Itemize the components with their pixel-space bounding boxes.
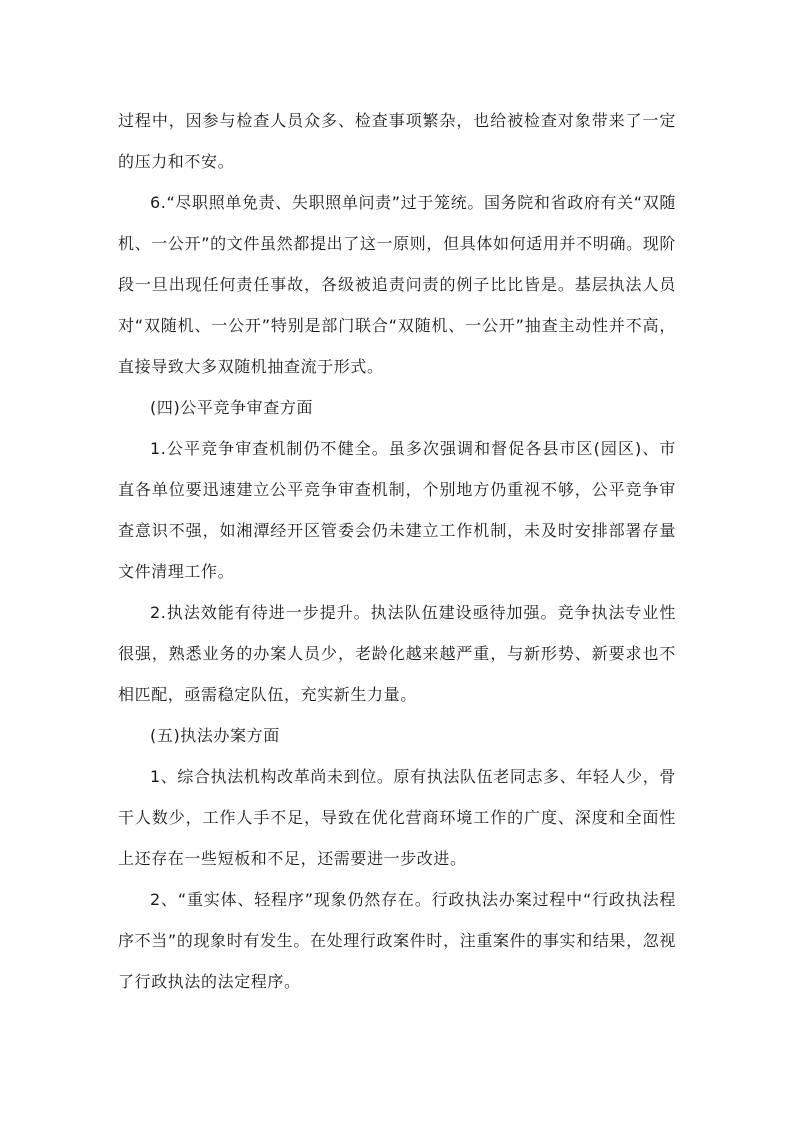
document-page (118, 100, 676, 1002)
paragraph-item-4-2: 2.执法效能有待进一步提升。执法队伍建设亟待加强。竞争执法专业性很强，熟悉业务的办案人员少，老龄化越来越严重，与新形势、新要求也不相匹配，亟需稳定队伍，充实新生力量。 (118, 603, 676, 704)
paragraph-continuation: 过程中，因参与检查人员众多、检查事项繁杂，也给被检查对象带来了一定的压力和不安。 (118, 111, 676, 171)
paragraph-item-5-2: 2、“重实体、轻程序”现象仍然存在。行政执法办案过程中“行政执法程序不当”的现象时有发生。在处理行政案件时，注重案件的事实和结果，忽视了行政执法的法定程序。 (118, 890, 676, 991)
paragraph-item-5-1: 1、综合执法机构改革尚未到位。原有执法队伍老同志多、年轻人少，骨干人数少，工作人手不足，导致在优化营商环境工作的广度、深度和全面性上还存在一些短板和不足，还需要进一步改进。 (118, 767, 676, 868)
section-heading-5: (五)执法办案方面 (150, 726, 280, 745)
section-heading-4: (四)公平竞争审查方面 (150, 398, 314, 417)
paragraph-item-4-1: 1.公平竞争审查机制仍不健全。虽多次强调和督促各县市区(园区)、市直各单位要迅速建立公平竞争审查机制，个别地方仍重视不够，公平竞争审查意识不强，如湘潭经开区管委会仍未建立工作机制，未及时安排部署存量文件清理工作。 (118, 439, 676, 581)
paragraph-item-6: 6.“尽职照单免责、失职照单问责”过于笼统。国务院和省政府有关“双随机、一公开”的文件虽然都提出了这一原则，但具体如何适用并不明确。现阶段一旦出现任何责任事故，各级被追责问责的例子比比皆是。基层执法人员对“双随机、一公开”特别是部门联合“双随机、一公开”抽查主动性并不高，直接导致大多双随机抽查流于形式。 (118, 193, 676, 376)
